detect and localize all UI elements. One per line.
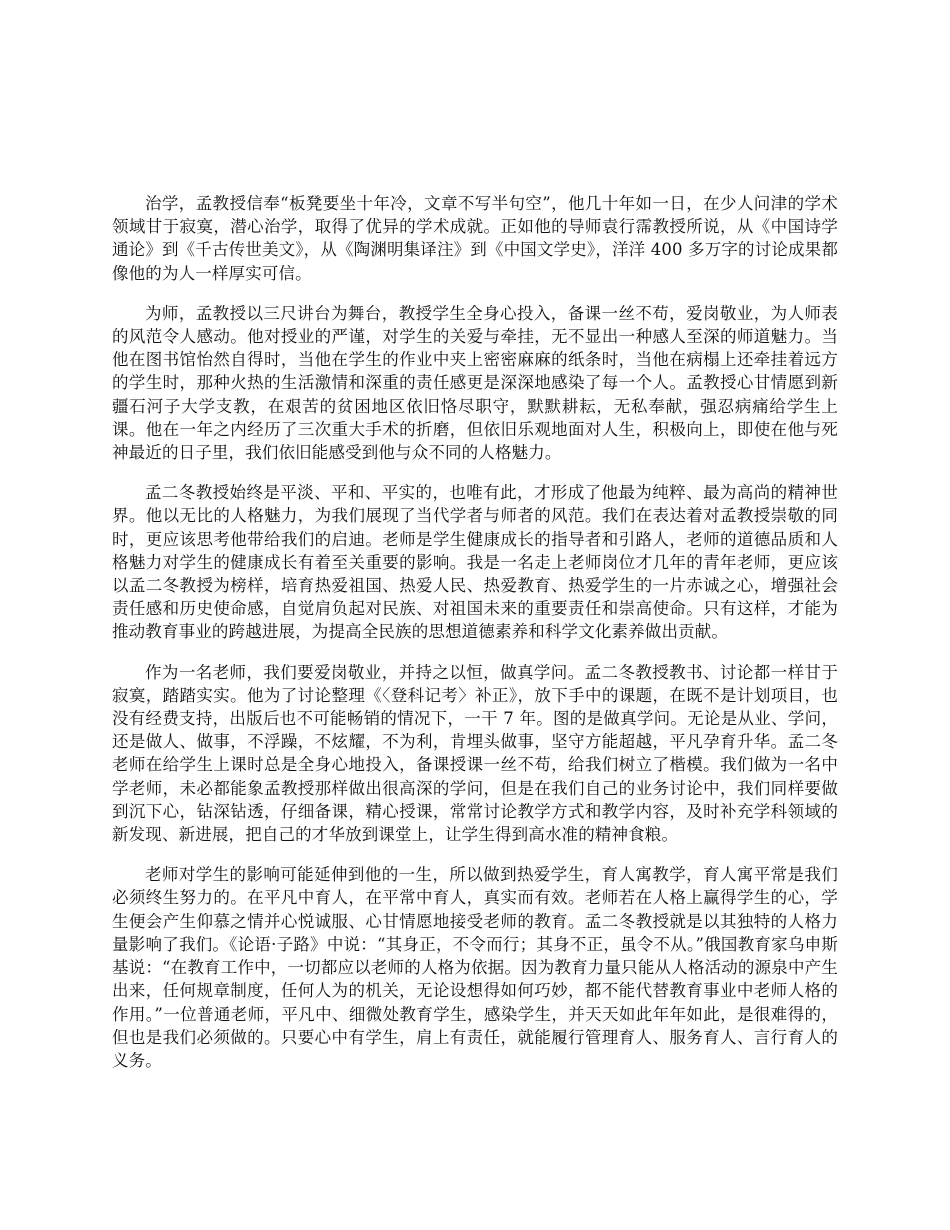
paragraph-spiritual-world: 孟二冬教授始终是平淡、平和、平实的，也唯有此，才形成了他最为纯粹、最为高尚的精神世界。他以无比的人格魅力，为我们展现了当代学者与师者的风范。我们在表达着对孟教授崇敬的同时，更应该思考他带给我们的启迪。老师是学生健康成长的指导者和引路人，老师的道德品质和人格魅力对学生的健康成长有着至关重要的影响。我是一名走上老师岗位才几年的青年老师，更应该以孟二冬教授为榜样，培育热爱祖国、热爱人民、热爱教育、热爱学生的一片赤诚之心，增强社会责任感和历史使命感，自觉肩负起对民族、对祖国未来的重要责任和崇高使命。只有这样，才能为推动教育事业的跨越进展，为提高全民族的思想道德素养和科学文化素养做出贡献。 — [112, 483, 838, 642]
paragraph-teacher-influence: 老师对学生的影响可能延伸到他的一生，所以做到热爱学生，育人寓教学，育人寓平常是我们必须终生努力的。在平凡中育人，在平常中育人，真实而有效。老师若在人格上赢得学生的心，学生便会产生仰慕之情并心悦诚服、心甘情愿地接受老师的教育。孟二冬教授就是以其独特的人格力量影响了我们。《论语·子路》中说：“其身正，不令而行；其身不正，虽令不从。”俄国教育家乌申斯基说：“在教育工作中，一切都应以老师的人格为依据。因为教育力量只能从人格活动的源泉中产生出来，任何规章制度，任何人为的机关，无论设想得如何巧妙，都不能代替教育事业中老师人格的作用。”一位普通老师，平凡中、细微处教育学生，感染学生，并天天如此年年如此，是很难得的，但也是我们必须做的。只要心中有学生，肩上有责任，就能履行管理育人、服务育人、言行育人的义务。 — [112, 865, 838, 1070]
paragraph-true-scholarship: 作为一名老师，我们要爱岗敬业，并持之以恒，做真学问。孟二冬教授教书、讨论都一样甘于寂寞，踏踏实实。他为了讨论整理《〈登科记考〉补正》，放下手中的课题，在既不是计划项目，也没有经费支持，出版后也不可能畅销的情况下，一干 7 年。图的是做真学问。无论是从业、学问，还是做人、做事，不浮躁，不炫耀，不为利，肯埋头做事，坚守方能超越，平凡孕育升华。孟二冬老师在给学生上课时总是全身心地投入，备课授课一丝不苟，给我们树立了楷模。我们做为一名中学老师，未必都能象孟教授那样做出很高深的学问，但是在我们自己的业务讨论中，我们同样要做到沉下心，钻深钻透，仔细备课，精心授课，常常讨论教学方式和教学内容，及时补充学科领域的新发现、新进展，把自己的才华放到课堂上，让学生得到高水准的精神食粮。 — [112, 662, 838, 845]
paragraph-scholarship: 治学，孟教授信奉“板凳要坐十年冷，文章不写半句空”，他几十年如一日，在少人问津的学术领域甘于寂寞，潜心治学，取得了优异的学术成就。正如他的导师袁行霈教授所说，从《中国诗学通论》到《千古传世美文》，从《陶渊明集译注》到《中国文学史》，洋洋 400 多万字的讨论成果都像他的为人一样厚实可信。 — [112, 194, 838, 283]
document-body — [112, 192, 838, 1089]
paragraph-as-teacher: 为师，孟教授以三尺讲台为舞台，教授学生全身心投入，备课一丝不苟，爱岗敬业，为人师表的风范令人感动。他对授业的严谨，对学生的关爱与牵挂，无不显出一种感人至深的师道魅力。当他在图书馆怡然自得时，当他在学生的作业中夹上密密麻麻的纸条时，当他在病榻上还牵挂着远方的学生时，那种火热的生活激情和深重的责任感更是深深地感染了每一个人。孟教授心甘情愿到新疆石河子大学支教，在艰苦的贫困地区依旧恪尽职守，默默耕耘，无私奉献，强忍病痛给学生上课。他在一年之内经历了三次重大手术的折磨，但依旧乐观地面对人生，积极向上，即使在他与死神最近的日子里，我们依旧能感受到他与众不同的人格魅力。 — [112, 303, 838, 463]
